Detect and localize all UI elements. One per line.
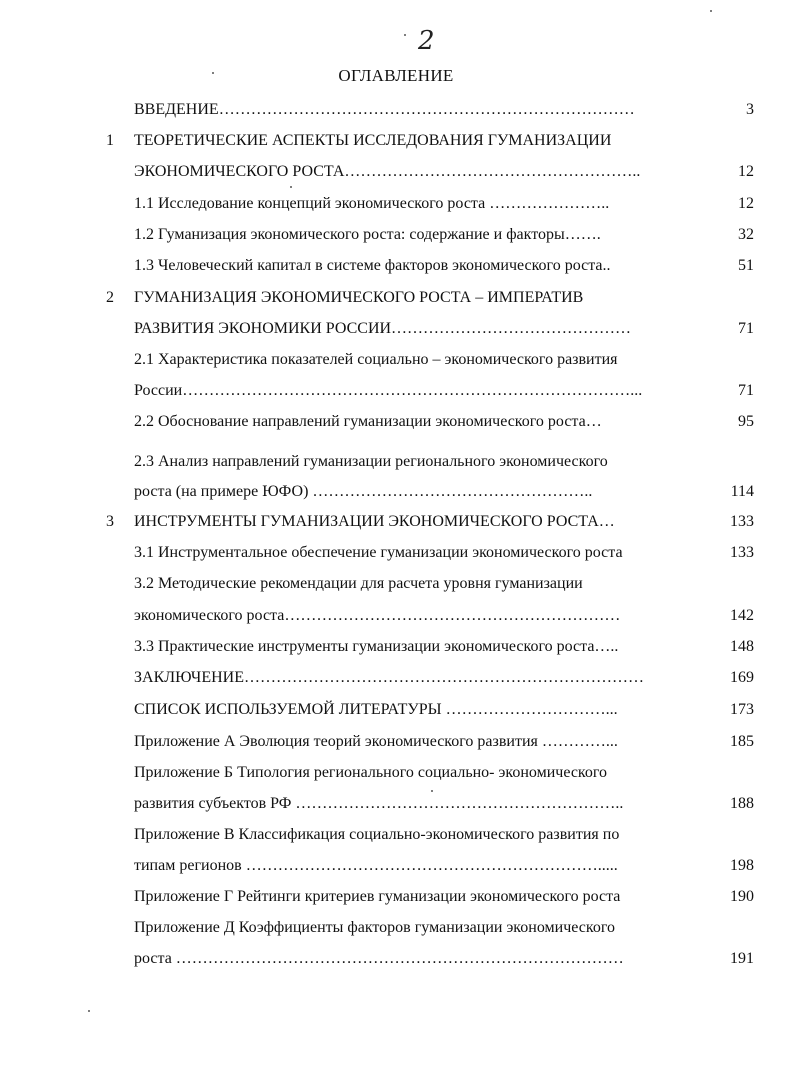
toc-page-appendix-g: 190 bbox=[730, 888, 754, 905]
toc-entry-bibliography: СПИСОК ИСПОЛЬЗУЕМОЙ ЛИТЕРАТУРЫ …………………………... bbox=[134, 701, 618, 718]
toc-entry-2-1: 2.1 Характеристика показателей социально – экономического развития bbox=[134, 351, 618, 368]
toc-page-conclusion: 169 bbox=[730, 669, 754, 686]
toc-entry-chapter-2-title-cont: РАЗВИТИЯ ЭКОНОМИКИ РОССИИ……………………………………… bbox=[134, 320, 632, 337]
toc-entry-2-2: 2.2 Обоснование направлений гуманизации экономического роста… bbox=[134, 413, 602, 430]
toc-page-introduction: 3 bbox=[746, 101, 754, 118]
toc-page-1-3: 51 bbox=[738, 257, 754, 274]
toc-page-appendix-v: 198 bbox=[730, 857, 754, 874]
toc-entry-appendix-b-cont: развития субъектов РФ …………………………………………………….. bbox=[134, 795, 624, 812]
scan-speck bbox=[212, 72, 214, 74]
toc-entry-appendix-v-cont: типам регионов …………………………………………………………..... bbox=[134, 857, 618, 874]
toc-entry-appendix-d-cont: роста ………………………………………………………………………… bbox=[134, 950, 624, 967]
section-number-2: 2 bbox=[106, 289, 114, 306]
toc-entry-2-3-cont: роста (на примере ЮФО) …………………………………………….. bbox=[134, 483, 593, 500]
toc-entry-chapter-2-title: ГУМАНИЗАЦИЯ ЭКОНОМИЧЕСКОГО РОСТА – ИМПЕРАТИВ bbox=[134, 289, 584, 306]
toc-entry-2-3: 2.3 Анализ направлений гуманизации регионального экономического bbox=[134, 453, 608, 470]
handwritten-page-number: 2 bbox=[418, 26, 435, 56]
toc-page-chapter-2: 71 bbox=[738, 320, 754, 337]
toc-entry-chapter-1-title: ТЕОРЕТИЧЕСКИЕ АСПЕКТЫ ИССЛЕДОВАНИЯ ГУМАНИЗАЦИИ bbox=[134, 132, 612, 149]
scan-speck bbox=[431, 790, 433, 792]
toc-page-2-2: 95 bbox=[738, 413, 754, 430]
toc-page-bibliography: 173 bbox=[730, 701, 754, 718]
toc-entry-chapter-3-title: ИНСТРУМЕНТЫ ГУМАНИЗАЦИИ ЭКОНОМИЧЕСКОГО РОСТА… bbox=[134, 513, 615, 530]
toc-page-appendix-b: 188 bbox=[730, 795, 754, 812]
scan-speck bbox=[88, 1010, 90, 1012]
toc-page-3-1: 133 bbox=[730, 544, 754, 561]
toc-page-1-1: 12 bbox=[738, 195, 754, 212]
section-number-1: 1 bbox=[106, 132, 114, 149]
toc-heading: ОГЛАВЛЕНИЕ bbox=[338, 66, 454, 85]
toc-entry-appendix-b: Приложение Б Типология регионального социально- экономического bbox=[134, 764, 608, 781]
toc-entry-appendix-v: Приложение В Классификация социально-экономического развития по bbox=[134, 826, 620, 843]
toc-page-1-2: 32 bbox=[738, 226, 754, 243]
toc-page-2-1: 71 bbox=[738, 382, 754, 399]
toc-page-3-2: 142 bbox=[730, 607, 754, 624]
scan-speck bbox=[710, 10, 712, 12]
section-number-3: 3 bbox=[106, 513, 114, 530]
toc-entry-3-1: 3.1 Инструментальное обеспечение гуманизации экономического роста bbox=[134, 544, 623, 561]
toc-page-chapter-1: 12 bbox=[738, 163, 754, 180]
toc-entry-3-2-cont: экономического роста……………………………………………………… bbox=[134, 607, 621, 624]
toc-entry-appendix-g: Приложение Г Рейтинги критериев гуманизации экономического роста bbox=[134, 888, 621, 905]
toc-entry-1-2: 1.2 Гуманизация экономического роста: содержание и факторы……. bbox=[134, 226, 601, 243]
toc-entry-1-1: 1.1 Исследование концепций экономического роста ………………….. bbox=[134, 195, 610, 212]
toc-entry-appendix-d: Приложение Д Коэффициенты факторов гуманизации экономического bbox=[134, 919, 615, 936]
toc-page-appendix-a: 185 bbox=[730, 733, 754, 750]
toc-page-3-3: 148 bbox=[730, 638, 754, 655]
toc-page-chapter-3: 133 bbox=[730, 513, 754, 530]
toc-entry-conclusion: ЗАКЛЮЧЕНИЕ………………………………………………………………… bbox=[134, 669, 644, 686]
toc-entry-chapter-1-title-cont: ЭКОНОМИЧЕСКОГО РОСТА……………………………………………….. bbox=[134, 163, 641, 180]
toc-entry-3-3: 3.3 Практические инструменты гуманизации экономического роста….. bbox=[134, 638, 619, 655]
toc-entry-1-3: 1.3 Человеческий капитал в системе факторов экономического роста.. bbox=[134, 257, 611, 274]
scan-speck bbox=[290, 186, 292, 188]
toc-entry-3-2: 3.2 Методические рекомендации для расчета уровня гуманизации bbox=[134, 575, 583, 592]
toc-page-2-3: 114 bbox=[730, 483, 754, 500]
toc-entry-introduction: ВВЕДЕНИЕ…………………………………………………………………… bbox=[134, 101, 635, 118]
scan-speck bbox=[404, 34, 406, 36]
toc-entry-appendix-a: Приложение А Эволюция теорий экономического развития …………... bbox=[134, 733, 618, 750]
toc-page-appendix-d: 191 bbox=[730, 950, 754, 967]
toc-entry-2-1-cont: России…………………………………………………………………………... bbox=[134, 382, 643, 399]
